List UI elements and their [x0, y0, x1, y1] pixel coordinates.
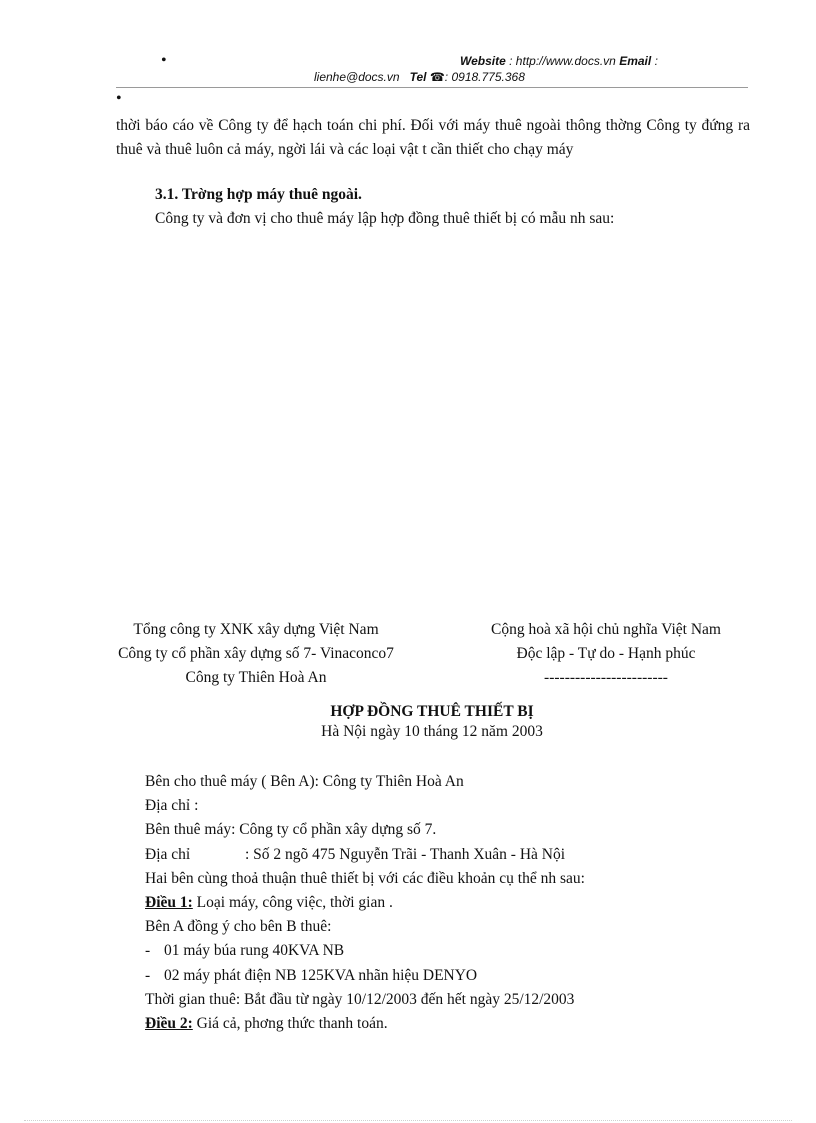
article-1-text: Loại máy, công việc, thời gian .: [192, 894, 393, 912]
party-a-line: Bên cho thuê máy ( Bên A): Công ty Thiên Hoà An: [145, 773, 464, 790]
list-item: [145, 939, 755, 963]
company-line-2: Công ty cổ phần xây dựng số 7- Vinaconco7: [118, 645, 394, 662]
item-text: 01 máy búa rung 40KVA NB: [164, 942, 345, 960]
party-b-line: Bên thuê máy: Công ty cổ phần xây dựng số 7.: [145, 821, 437, 839]
list-item: [145, 964, 755, 988]
header-bullet: •: [161, 52, 167, 69]
footer-divider: [24, 1120, 792, 1121]
tel-value: : 0918.775.368: [444, 70, 525, 84]
list-bullet: •: [116, 90, 122, 107]
email-label: Email: [619, 54, 652, 68]
party-b-address-value: : Số 2 ngõ 475 Nguyễn Trãi - Thanh Xuân - Hà Nội: [245, 845, 566, 863]
phone-icon: ☎: [429, 70, 445, 84]
party-b-address-label: Địa chỉ: [145, 845, 191, 863]
website-link[interactable]: : http://www.docs.vn: [509, 54, 616, 68]
item-text: 02 máy phát điện NB 125KVA nhãn hiệu DENYO: [164, 966, 478, 984]
article-1-intro: Bên A đồng ý cho bên B thuê:: [145, 918, 332, 936]
company-header: [96, 618, 416, 690]
intro-paragraph: thời báo cáo về Công ty để hạch toán chi phí. Đối với máy thuê ngoài thông thờng Công ty đứng ra thuê và thuê luôn cả máy, ngời lái và các loại vật t cần thiết cho chạy máy: [116, 117, 750, 158]
company-line-1: Tổng công ty XNK xây dựng Việt Nam: [133, 621, 379, 638]
rental-period: Thời gian thuê: Bắt đầu từ ngày 10/12/2003 đến hết ngày 25/12/2003: [145, 990, 575, 1008]
national-header: [456, 618, 756, 690]
header-divider: [116, 87, 748, 88]
section-heading: 3.1. Trờng hợp máy thuê ngoài.: [155, 186, 362, 203]
contract-title: HỢP ĐỒNG THUÊ THIẾT BỊ: [330, 703, 534, 720]
national-line-3: ------------------------: [544, 669, 668, 686]
agreement-line: Hai bên cùng thoả thuận thuê thiết bị với các điều khoản cụ thể nh sau:: [145, 869, 585, 887]
national-line-2: Độc lập - Tự do - Hạnh phúc: [516, 645, 696, 662]
company-line-3: Công ty Thiên Hoà An: [185, 669, 327, 686]
dash-bullet: -: [145, 966, 151, 984]
article-1: [145, 891, 755, 915]
article-2: [145, 1012, 755, 1036]
article-2-text: Giá cả, phơng thức thanh toán.: [192, 1015, 388, 1033]
dash-bullet: -: [145, 942, 151, 960]
tel-label: Tel: [409, 70, 427, 84]
website-label: Website: [460, 54, 506, 68]
party-b-address: [145, 843, 755, 867]
contract-date: Hà Nội ngày 10 tháng 12 năm 2003: [321, 723, 543, 740]
header-contact-line: [314, 70, 525, 84]
contract-body: [145, 770, 755, 1036]
party-a-address: Địa chỉ :: [145, 797, 199, 815]
national-line-1: Cộng hoà xã hội chủ nghĩa Việt Nam: [491, 621, 721, 638]
section-intro: Công ty và đơn vị cho thuê máy lập hợp đồng thuê thiết bị có mẫu nh sau:: [155, 210, 615, 227]
article-2-label: Điều 2:: [145, 1015, 193, 1033]
article-1-label: Điều 1:: [145, 894, 193, 912]
header-website-line: [460, 54, 658, 68]
email-separator: :: [654, 54, 658, 68]
email-link[interactable]: lienhe@docs.vn: [314, 70, 400, 84]
